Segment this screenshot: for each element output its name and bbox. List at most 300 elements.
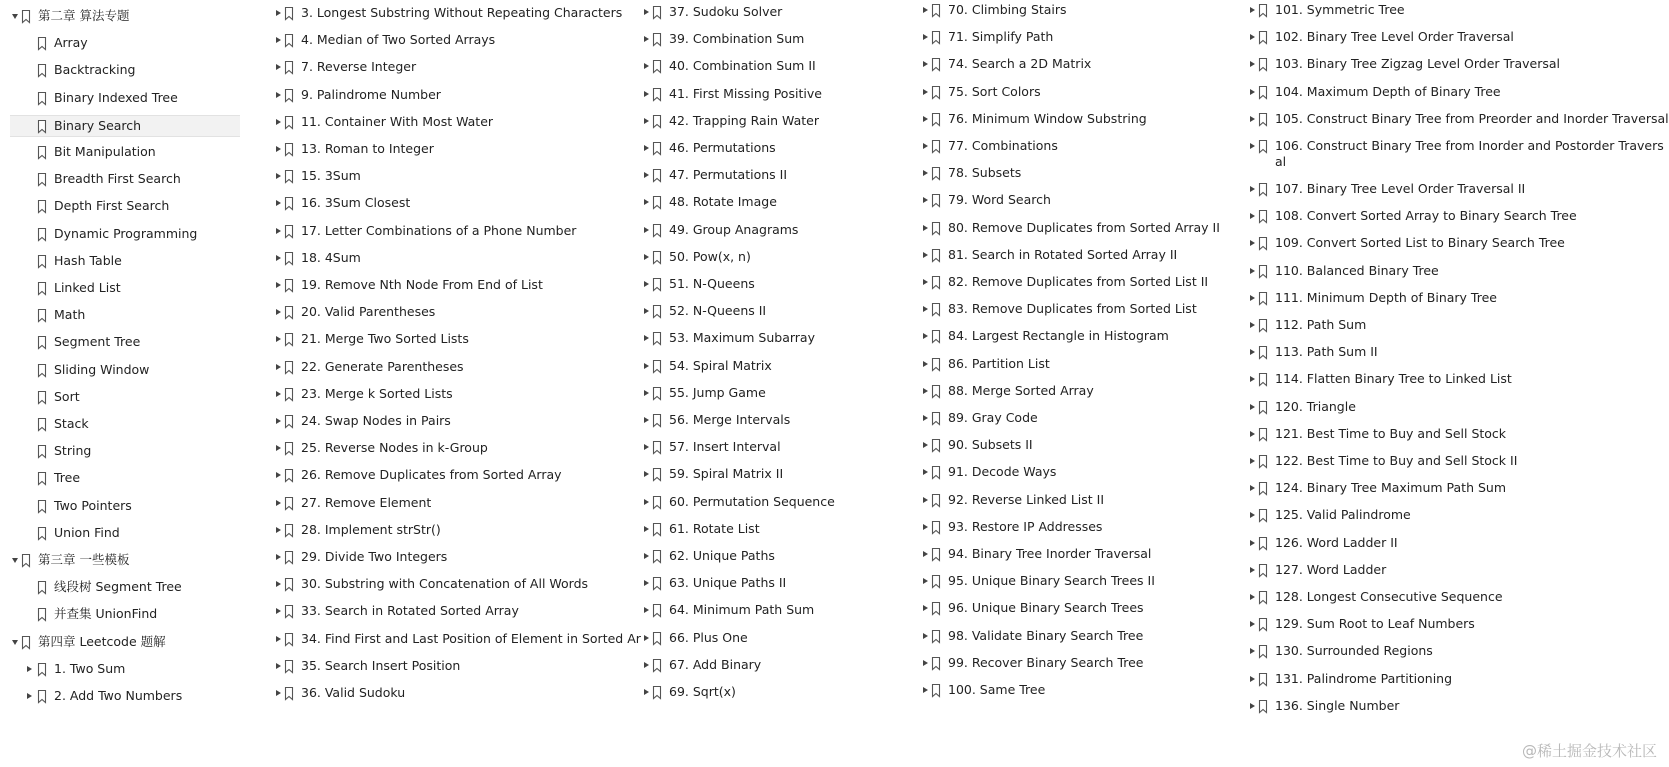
bookmark-item-66-plus-one[interactable] bbox=[644, 628, 904, 648]
bookmark-item-17-letter-combinations-of-a-phone-number[interactable] bbox=[276, 221, 606, 241]
bookmark-item-union-find[interactable] bbox=[10, 523, 240, 543]
triangle-right-icon[interactable] bbox=[923, 497, 928, 503]
bookmark-icon bbox=[653, 87, 661, 100]
bookmark-item-89-gray-code[interactable] bbox=[923, 408, 1233, 428]
bookmark-item-unionfind[interactable] bbox=[10, 604, 240, 624]
triangle-right-icon[interactable] bbox=[276, 554, 281, 560]
triangle-right-icon[interactable] bbox=[276, 418, 281, 424]
bookmark-item-78-subsets[interactable] bbox=[923, 163, 1233, 183]
bookmark-item-130-surrounded-regions[interactable] bbox=[1250, 641, 1650, 661]
bookmark-icon bbox=[653, 359, 661, 372]
bookmark-label: 104. Maximum Depth of Binary Tree bbox=[1275, 83, 1501, 99]
bookmark-item-92-reverse-linked-list-ii[interactable] bbox=[923, 490, 1233, 510]
triangle-right-icon[interactable] bbox=[276, 663, 281, 669]
bookmark-item-20-valid-parentheses[interactable] bbox=[276, 302, 606, 322]
bookmark-item-37-sudoku-solver[interactable] bbox=[644, 2, 904, 22]
triangle-right-icon[interactable] bbox=[276, 445, 281, 451]
triangle-right-icon[interactable] bbox=[923, 61, 928, 67]
bookmark-item-102-binary-tree-level-order-traversal[interactable] bbox=[1250, 27, 1650, 47]
triangle-right-icon[interactable] bbox=[644, 9, 649, 15]
bookmark-item-84-largest-rectangle-in-histogram[interactable] bbox=[923, 326, 1233, 346]
bookmark-item-120-triangle[interactable] bbox=[1250, 397, 1650, 417]
bookmark-item-71-simplify-path[interactable] bbox=[923, 27, 1233, 47]
bookmark-item-53-maximum-subarray[interactable] bbox=[644, 328, 904, 348]
bookmark-item-98-validate-binary-search-tree[interactable] bbox=[923, 626, 1233, 646]
bookmark-item-18-4sum[interactable] bbox=[276, 248, 606, 268]
bookmark-icon bbox=[1259, 182, 1267, 195]
bookmark-item-69-sqrt-x[interactable] bbox=[644, 682, 904, 702]
bookmark-label: 75. Sort Colors bbox=[948, 83, 1041, 99]
bookmark-item-item[interactable] bbox=[10, 550, 240, 570]
bookmark-item-79-word-search[interactable] bbox=[923, 190, 1233, 210]
bookmark-label: 124. Binary Tree Maximum Path Sum bbox=[1275, 480, 1506, 496]
bookmark-item-dynamic-programming[interactable] bbox=[10, 224, 240, 244]
bookmark-item-110-balanced-binary-tree[interactable] bbox=[1250, 261, 1650, 281]
bookmark-label: 57. Insert Interval bbox=[669, 439, 781, 455]
triangle-right-icon[interactable] bbox=[644, 471, 649, 477]
bookmark-item-75-sort-colors[interactable] bbox=[923, 82, 1233, 102]
bookmark-item-34-find-first-and-last-position-of-element-in-so[interactable] bbox=[276, 629, 641, 649]
bookmark-item-backtracking[interactable] bbox=[10, 60, 240, 80]
triangle-right-icon[interactable] bbox=[1250, 240, 1255, 246]
triangle-right-icon[interactable] bbox=[1250, 186, 1255, 192]
bookmark-item-60-permutation-sequence[interactable] bbox=[644, 492, 904, 512]
bookmark-item-9-palindrome-number[interactable] bbox=[276, 85, 606, 105]
triangle-right-icon[interactable] bbox=[276, 391, 281, 397]
bookmark-icon bbox=[653, 195, 661, 208]
bookmark-item-61-rotate-list[interactable] bbox=[644, 519, 904, 539]
bookmark-item-35-search-insert-position[interactable] bbox=[276, 656, 606, 676]
triangle-right-icon[interactable] bbox=[276, 119, 281, 125]
bookmark-label: Math bbox=[54, 307, 86, 323]
bookmark-icon bbox=[285, 577, 293, 590]
bookmark-item-19-remove-nth-node-from-end-of-list[interactable] bbox=[276, 275, 606, 295]
bookmark-label: 54. Spiral Matrix bbox=[669, 357, 772, 373]
triangle-down-icon[interactable] bbox=[12, 14, 18, 19]
triangle-right-icon[interactable] bbox=[644, 335, 649, 341]
bookmark-item-57-insert-interval[interactable] bbox=[644, 437, 904, 457]
bookmark-label: 105. Construct Binary Tree from Preorder and Inorder Traversal bbox=[1275, 110, 1669, 126]
triangle-right-icon[interactable] bbox=[923, 660, 928, 666]
bookmark-item-55-jump-game[interactable] bbox=[644, 383, 904, 403]
triangle-right-icon[interactable] bbox=[923, 34, 928, 40]
bookmark-item-depth-first-search[interactable] bbox=[10, 196, 240, 216]
triangle-right-icon[interactable] bbox=[27, 693, 32, 699]
bookmark-item-108-convert-sorted-array-to-binary-search-tree[interactable] bbox=[1250, 206, 1650, 226]
bookmark-item-114-flatten-binary-tree-to-linked-list[interactable] bbox=[1250, 369, 1650, 389]
triangle-right-icon[interactable] bbox=[923, 116, 928, 122]
triangle-right-icon[interactable] bbox=[644, 254, 649, 260]
triangle-right-icon[interactable] bbox=[1250, 512, 1255, 518]
triangle-right-icon[interactable] bbox=[276, 608, 281, 614]
bookmark-item-100-same-tree[interactable] bbox=[923, 680, 1233, 700]
bookmark-item-26-remove-duplicates-from-sorted-array[interactable] bbox=[276, 465, 606, 485]
bookmark-item-39-combination-sum[interactable] bbox=[644, 29, 904, 49]
bookmark-item-129-sum-root-to-leaf-numbers[interactable] bbox=[1250, 614, 1650, 634]
bookmark-item-21-merge-two-sorted-lists[interactable] bbox=[276, 329, 606, 349]
triangle-right-icon[interactable] bbox=[644, 390, 649, 396]
bookmark-item-136-single-number[interactable] bbox=[1250, 696, 1650, 716]
bookmark-label: 82. Remove Duplicates from Sorted List II bbox=[948, 274, 1209, 289]
triangle-right-icon[interactable] bbox=[1250, 89, 1255, 95]
triangle-right-icon[interactable] bbox=[1250, 648, 1255, 654]
triangle-right-icon[interactable] bbox=[1250, 703, 1255, 709]
bookmark-item-54-spiral-matrix[interactable] bbox=[644, 356, 904, 376]
triangle-right-icon[interactable] bbox=[1250, 404, 1255, 410]
triangle-right-icon[interactable] bbox=[923, 524, 928, 530]
bookmark-item-74-search-a-2d-matrix[interactable] bbox=[923, 54, 1233, 74]
triangle-right-icon[interactable] bbox=[1250, 485, 1255, 491]
bookmark-item-binary-search[interactable] bbox=[10, 115, 240, 137]
bookmark-label: 33. Search in Rotated Sorted Array bbox=[301, 603, 519, 619]
bookmark-item-86-partition-list[interactable] bbox=[923, 354, 1233, 374]
triangle-right-icon[interactable] bbox=[923, 442, 928, 448]
bookmark-label: 120. Triangle bbox=[1275, 398, 1356, 414]
bookmark-icon bbox=[653, 467, 661, 480]
bookmark-label: 126. Word Ladder II bbox=[1275, 534, 1398, 550]
bookmark-item-99-recover-binary-search-tree[interactable] bbox=[923, 653, 1233, 673]
triangle-right-icon[interactable] bbox=[276, 500, 281, 506]
bookmark-item-106-construct-binary-tree-from-inorder-and-posto[interactable] bbox=[1250, 136, 1664, 172]
triangle-right-icon[interactable] bbox=[276, 690, 281, 696]
bookmark-item-hash-table[interactable] bbox=[10, 251, 240, 271]
triangle-right-icon[interactable] bbox=[644, 580, 649, 586]
triangle-right-icon[interactable] bbox=[644, 689, 649, 695]
bookmark-item-82-remove-duplicates-from-sorted-list-ii[interactable] bbox=[923, 272, 1233, 292]
bookmark-item-22-generate-parentheses[interactable] bbox=[276, 357, 606, 377]
bookmark-item-segment-tree[interactable] bbox=[10, 332, 240, 352]
bookmark-label-wrap: al bbox=[1275, 154, 1287, 169]
bookmark-item-112-path-sum[interactable] bbox=[1250, 315, 1650, 335]
bookmark-item-104-maximum-depth-of-binary-tree[interactable] bbox=[1250, 82, 1650, 102]
triangle-right-icon[interactable] bbox=[923, 469, 928, 475]
bookmark-label: String bbox=[54, 443, 92, 459]
bookmark-item-stack[interactable] bbox=[10, 414, 240, 434]
triangle-right-icon[interactable] bbox=[644, 526, 649, 532]
triangle-right-icon[interactable] bbox=[276, 92, 281, 98]
triangle-right-icon[interactable] bbox=[644, 281, 649, 287]
triangle-right-icon[interactable] bbox=[923, 605, 928, 611]
bookmark-item-47-permutations-ii[interactable] bbox=[644, 165, 904, 185]
bookmark-label: 第四章 Leetcode 题解 bbox=[38, 633, 166, 649]
bookmark-label: 64. Minimum Path Sum bbox=[669, 602, 815, 618]
triangle-right-icon[interactable] bbox=[1250, 7, 1255, 13]
bookmark-item-59-spiral-matrix-ii[interactable] bbox=[644, 464, 904, 484]
bookmark-item-76-minimum-window-substring[interactable] bbox=[923, 109, 1233, 129]
triangle-right-icon[interactable] bbox=[923, 170, 928, 176]
triangle-right-icon[interactable] bbox=[1250, 594, 1255, 600]
bookmark-item-33-search-in-rotated-sorted-array[interactable] bbox=[276, 601, 606, 621]
bookmark-item-binary-indexed-tree[interactable] bbox=[10, 88, 240, 108]
bookmark-label: 35. Search Insert Position bbox=[301, 657, 461, 673]
triangle-right-icon[interactable] bbox=[276, 173, 281, 179]
triangle-right-icon[interactable] bbox=[644, 308, 649, 314]
bookmark-item-item[interactable] bbox=[10, 6, 240, 26]
triangle-right-icon[interactable] bbox=[276, 10, 281, 16]
triangle-right-icon[interactable] bbox=[276, 636, 281, 642]
bookmark-label: 131. Palindrome Partitioning bbox=[1275, 670, 1453, 686]
bookmark-item-91-decode-ways[interactable] bbox=[923, 462, 1233, 482]
bookmark-icon bbox=[38, 607, 46, 620]
triangle-right-icon[interactable] bbox=[644, 145, 649, 151]
bookmark-label: 113. Path Sum II bbox=[1275, 344, 1378, 360]
bookmark-label: 47. Permutations II bbox=[669, 167, 788, 183]
bookmark-icon bbox=[653, 5, 661, 18]
bookmark-item-40-combination-sum-ii[interactable] bbox=[644, 56, 904, 76]
triangle-right-icon[interactable] bbox=[276, 527, 281, 533]
bookmark-icon bbox=[1259, 481, 1267, 494]
bookmark-item-tree[interactable] bbox=[10, 468, 240, 488]
triangle-right-icon[interactable] bbox=[923, 551, 928, 557]
bookmark-icon bbox=[932, 166, 940, 179]
outline-column-4 bbox=[923, 0, 1243, 767]
bookmark-item-96-unique-binary-search-trees[interactable] bbox=[923, 598, 1233, 618]
triangle-right-icon[interactable] bbox=[923, 89, 928, 95]
triangle-right-icon[interactable] bbox=[644, 662, 649, 668]
bookmark-item-bit-manipulation[interactable] bbox=[10, 142, 240, 162]
bookmark-icon bbox=[1259, 112, 1267, 125]
triangle-right-icon[interactable] bbox=[276, 472, 281, 478]
bookmark-item-83-remove-duplicates-from-sorted-list[interactable] bbox=[923, 299, 1233, 319]
bookmark-item-81-search-in-rotated-sorted-array-ii[interactable] bbox=[923, 245, 1233, 265]
bookmark-icon bbox=[653, 32, 661, 45]
bookmark-item-64-minimum-path-sum[interactable] bbox=[644, 600, 904, 620]
bookmark-item-29-divide-two-integers[interactable] bbox=[276, 547, 606, 567]
triangle-right-icon[interactable] bbox=[276, 37, 281, 43]
triangle-right-icon[interactable] bbox=[1250, 213, 1255, 219]
bookmark-icon bbox=[38, 145, 46, 158]
triangle-right-icon[interactable] bbox=[644, 553, 649, 559]
triangle-right-icon[interactable] bbox=[276, 282, 281, 288]
bookmark-item-41-first-missing-positive[interactable] bbox=[644, 84, 904, 104]
bookmark-item-2-add-two-numbers[interactable] bbox=[10, 686, 240, 706]
bookmark-label: Breadth First Search bbox=[54, 171, 181, 187]
triangle-right-icon[interactable] bbox=[1250, 34, 1255, 40]
bookmark-icon bbox=[1259, 3, 1267, 16]
bookmark-item-1-two-sum[interactable] bbox=[10, 659, 240, 679]
triangle-right-icon[interactable] bbox=[923, 687, 928, 693]
bookmark-item-breadth-first-search[interactable] bbox=[10, 169, 240, 189]
triangle-right-icon[interactable] bbox=[923, 578, 928, 584]
bookmark-item-107-binary-tree-level-order-traversal-ii[interactable] bbox=[1250, 179, 1650, 199]
bookmark-icon bbox=[285, 332, 293, 345]
bookmark-icon bbox=[285, 387, 293, 400]
triangle-right-icon[interactable] bbox=[644, 363, 649, 369]
triangle-right-icon[interactable] bbox=[1250, 540, 1255, 546]
bookmark-item-128-longest-consecutive-sequence[interactable] bbox=[1250, 587, 1650, 607]
bookmark-label: 79. Word Search bbox=[948, 192, 1051, 208]
bookmark-item-13-roman-to-integer[interactable] bbox=[276, 139, 606, 159]
bookmark-label: 99. Recover Binary Search Tree bbox=[948, 654, 1144, 670]
triangle-right-icon[interactable] bbox=[276, 255, 281, 261]
triangle-right-icon[interactable] bbox=[1250, 295, 1255, 301]
bookmark-icon bbox=[285, 169, 293, 182]
bookmark-item-7-reverse-integer[interactable] bbox=[276, 57, 606, 77]
triangle-right-icon[interactable] bbox=[644, 607, 649, 613]
bookmark-item-49-group-anagrams[interactable] bbox=[644, 220, 904, 240]
triangle-right-icon[interactable] bbox=[923, 361, 928, 367]
bookmark-item-93-restore-ip-addresses[interactable] bbox=[923, 517, 1233, 537]
bookmark-label: 46. Permutations bbox=[669, 140, 776, 155]
bookmark-item-52-n-queens-ii[interactable] bbox=[644, 301, 904, 321]
bookmark-icon bbox=[653, 304, 661, 317]
bookmark-icon bbox=[22, 9, 30, 22]
bookmark-item-122-best-time-to-buy-and-sell-stock-ii[interactable] bbox=[1250, 451, 1650, 471]
triangle-right-icon[interactable] bbox=[1250, 621, 1255, 627]
triangle-right-icon[interactable] bbox=[923, 143, 928, 149]
triangle-right-icon[interactable] bbox=[923, 388, 928, 394]
triangle-right-icon[interactable] bbox=[1250, 676, 1255, 682]
triangle-right-icon[interactable] bbox=[923, 252, 928, 258]
bookmark-item-27-remove-element[interactable] bbox=[276, 493, 606, 513]
bookmark-label: 92. Reverse Linked List II bbox=[948, 491, 1105, 507]
bookmark-item-67-add-binary[interactable] bbox=[644, 655, 904, 675]
bookmark-item-24-swap-nodes-in-pairs[interactable] bbox=[276, 411, 606, 431]
bookmark-item-113-path-sum-ii[interactable] bbox=[1250, 342, 1650, 362]
bookmark-item-string[interactable] bbox=[10, 441, 240, 461]
bookmark-item-math[interactable] bbox=[10, 305, 240, 325]
bookmark-item-48-rotate-image[interactable] bbox=[644, 192, 904, 212]
bookmark-item-23-merge-k-sorted-lists[interactable] bbox=[276, 384, 606, 404]
bookmark-item-63-unique-paths-ii[interactable] bbox=[644, 573, 904, 593]
triangle-right-icon[interactable] bbox=[1250, 458, 1255, 464]
bookmark-icon bbox=[285, 6, 293, 19]
triangle-right-icon[interactable] bbox=[276, 581, 281, 587]
bookmark-item-70-climbing-stairs[interactable] bbox=[923, 0, 1233, 20]
triangle-right-icon[interactable] bbox=[276, 228, 281, 234]
triangle-right-icon[interactable] bbox=[923, 7, 928, 13]
triangle-right-icon[interactable] bbox=[644, 499, 649, 505]
triangle-right-icon[interactable] bbox=[644, 36, 649, 42]
bookmark-item-94-binary-tree-inorder-traversal[interactable] bbox=[923, 544, 1233, 564]
triangle-right-icon[interactable] bbox=[923, 225, 928, 231]
bookmark-icon bbox=[932, 601, 940, 614]
bookmark-icon bbox=[38, 36, 46, 49]
triangle-right-icon[interactable] bbox=[1250, 376, 1255, 382]
bookmark-icon bbox=[932, 193, 940, 206]
bookmark-icon bbox=[285, 659, 293, 672]
triangle-right-icon[interactable] bbox=[923, 197, 928, 203]
triangle-right-icon[interactable] bbox=[1250, 322, 1255, 328]
bookmark-label: 111. Minimum Depth of Binary Tree bbox=[1275, 289, 1497, 305]
triangle-right-icon[interactable] bbox=[644, 91, 649, 97]
triangle-right-icon[interactable] bbox=[276, 64, 281, 70]
triangle-right-icon[interactable] bbox=[644, 444, 649, 450]
triangle-right-icon[interactable] bbox=[644, 63, 649, 69]
bookmark-item-80-remove-duplicates-from-sorted-array-ii[interactable] bbox=[923, 218, 1233, 238]
bookmark-item-linked-list[interactable] bbox=[10, 278, 240, 298]
bookmark-item-105-construct-binary-tree-from-preorder-and-inor[interactable] bbox=[1250, 109, 1669, 129]
bookmark-item-109-convert-sorted-list-to-binary-search-tree[interactable] bbox=[1250, 233, 1650, 253]
triangle-right-icon[interactable] bbox=[1250, 61, 1255, 67]
bookmark-item-two-pointers[interactable] bbox=[10, 496, 240, 516]
bookmark-item-95-unique-binary-search-trees-ii[interactable] bbox=[923, 571, 1233, 591]
bookmark-item-4-median-of-two-sorted-arrays[interactable] bbox=[276, 30, 606, 50]
bookmark-item-28-implement-strstr[interactable] bbox=[276, 520, 606, 540]
triangle-right-icon[interactable] bbox=[923, 306, 928, 312]
bookmark-item-88-merge-sorted-array[interactable] bbox=[923, 381, 1233, 401]
bookmark-item-77-combinations[interactable] bbox=[923, 136, 1233, 156]
triangle-right-icon[interactable] bbox=[1250, 349, 1255, 355]
triangle-right-icon[interactable] bbox=[276, 146, 281, 152]
triangle-right-icon[interactable] bbox=[27, 666, 32, 672]
bookmark-item-124-binary-tree-maximum-path-sum[interactable] bbox=[1250, 478, 1650, 498]
bookmark-label: Union Find bbox=[54, 524, 120, 540]
triangle-right-icon[interactable] bbox=[644, 635, 649, 641]
triangle-right-icon[interactable] bbox=[1250, 268, 1255, 274]
bookmark-item-103-binary-tree-zigzag-level-order-traversal[interactable] bbox=[1250, 54, 1650, 74]
triangle-right-icon[interactable] bbox=[276, 364, 281, 370]
bookmark-item-16-3sum-closest[interactable] bbox=[276, 193, 606, 213]
triangle-right-icon[interactable] bbox=[1250, 567, 1255, 573]
bookmark-item-46-permutations[interactable] bbox=[644, 138, 904, 158]
triangle-right-icon[interactable] bbox=[644, 199, 649, 205]
triangle-right-icon[interactable] bbox=[1250, 116, 1255, 122]
bookmark-item-56-merge-intervals[interactable] bbox=[644, 410, 904, 430]
triangle-right-icon[interactable] bbox=[644, 172, 649, 178]
bookmark-item-array[interactable] bbox=[10, 33, 240, 53]
triangle-right-icon[interactable] bbox=[923, 633, 928, 639]
triangle-right-icon[interactable] bbox=[1250, 431, 1255, 437]
triangle-right-icon[interactable] bbox=[276, 309, 281, 315]
triangle-right-icon[interactable] bbox=[923, 279, 928, 285]
bookmark-item-125-valid-palindrome[interactable] bbox=[1250, 505, 1650, 525]
bookmark-label: Tree bbox=[54, 470, 81, 486]
bookmark-item-126-word-ladder-ii[interactable] bbox=[1250, 533, 1650, 553]
triangle-right-icon[interactable] bbox=[276, 336, 281, 342]
bookmark-item-11-container-with-most-water[interactable] bbox=[276, 112, 606, 132]
triangle-down-icon[interactable] bbox=[12, 640, 18, 645]
triangle-right-icon[interactable] bbox=[644, 417, 649, 423]
bookmark-item-segment-tree[interactable] bbox=[10, 577, 240, 597]
triangle-down-icon[interactable] bbox=[12, 558, 18, 563]
bookmark-label: 63. Unique Paths II bbox=[669, 575, 787, 591]
bookmark-item-111-minimum-depth-of-binary-tree[interactable] bbox=[1250, 288, 1650, 308]
triangle-right-icon[interactable] bbox=[644, 227, 649, 233]
bookmark-icon bbox=[285, 496, 293, 509]
bookmark-label: 17. Letter Combinations of a Phone Number bbox=[301, 222, 577, 238]
triangle-right-icon[interactable] bbox=[923, 415, 928, 421]
triangle-right-icon[interactable] bbox=[644, 118, 649, 124]
bookmark-item-127-word-ladder[interactable] bbox=[1250, 560, 1650, 580]
bookmark-item-50-pow-x-n[interactable] bbox=[644, 247, 904, 267]
bookmark-label: 127. Word Ladder bbox=[1275, 561, 1387, 577]
bookmark-icon bbox=[1259, 427, 1267, 440]
bookmark-item-121-best-time-to-buy-and-sell-stock[interactable] bbox=[1250, 424, 1650, 444]
bookmark-item-25-reverse-nodes-in-k-group[interactable] bbox=[276, 438, 606, 458]
bookmark-label: 40. Combination Sum II bbox=[669, 58, 816, 74]
bookmark-item-62-unique-paths[interactable] bbox=[644, 546, 904, 566]
bookmark-item-15-3sum[interactable] bbox=[276, 166, 606, 186]
bookmark-item-sliding-window[interactable] bbox=[10, 360, 240, 380]
bookmark-item-3-longest-substring-without-repeating-characters[interactable] bbox=[276, 3, 623, 23]
bookmark-label: 39. Combination Sum bbox=[669, 31, 805, 47]
bookmark-item-30-substring-with-concatenation-of-all-words[interactable] bbox=[276, 574, 606, 594]
bookmark-item-42-trapping-rain-water[interactable] bbox=[644, 111, 904, 131]
bookmark-item-leetcode[interactable] bbox=[10, 632, 240, 652]
triangle-right-icon[interactable] bbox=[923, 333, 928, 339]
bookmark-item-51-n-queens[interactable] bbox=[644, 274, 904, 294]
bookmark-label: 130. Surrounded Regions bbox=[1275, 643, 1433, 659]
bookmark-item-131-palindrome-partitioning[interactable] bbox=[1250, 669, 1650, 689]
bookmark-item-36-valid-sudoku[interactable] bbox=[276, 683, 606, 703]
bookmark-item-sort[interactable] bbox=[10, 387, 240, 407]
triangle-right-icon[interactable] bbox=[1250, 143, 1255, 149]
bookmark-item-101-symmetric-tree[interactable] bbox=[1250, 0, 1650, 20]
triangle-right-icon[interactable] bbox=[276, 200, 281, 206]
bookmark-label: Array bbox=[54, 35, 88, 51]
bookmark-item-90-subsets-ii[interactable] bbox=[923, 435, 1233, 455]
